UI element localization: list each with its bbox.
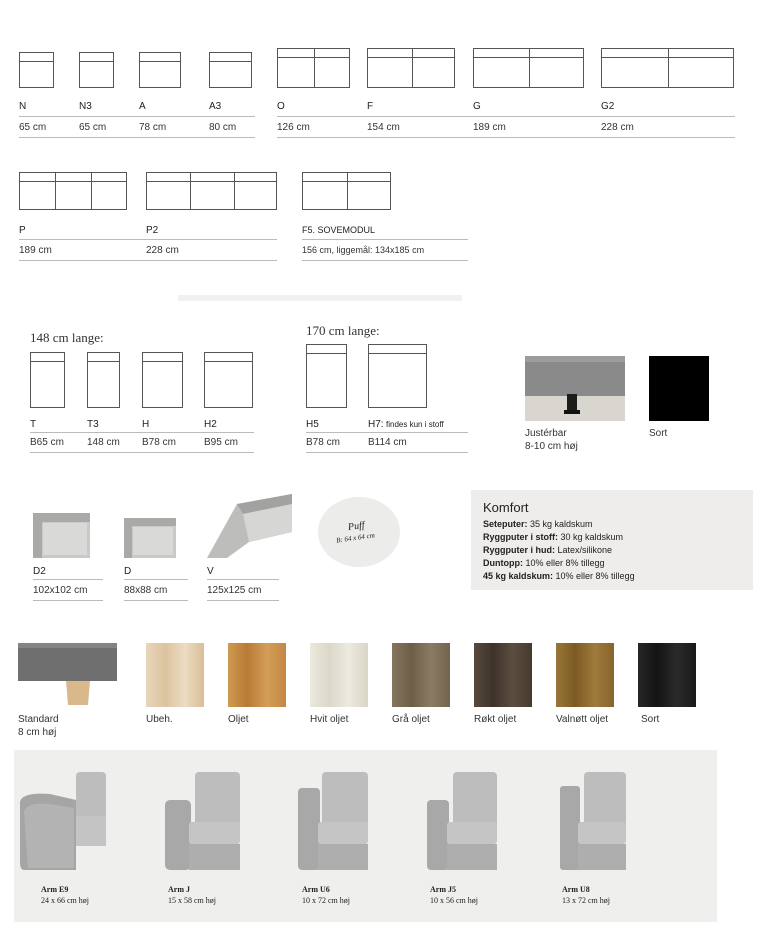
sort-label: Sort — [649, 428, 668, 439]
standard-foot-photo — [18, 643, 117, 709]
arm-j-photo — [165, 772, 240, 870]
justerbar-sub: 8-10 cm høj — [525, 441, 578, 452]
sort-swatch — [649, 356, 709, 421]
arm-j5-label: Arm J5 10 x 56 cm høj — [430, 885, 478, 905]
komfort-row: 45 kg kaldskum: 10% eller 8% tillegg — [483, 571, 635, 581]
module-size: 78 cm — [139, 122, 167, 133]
module-name: A3 — [209, 101, 222, 112]
module-name: H7: — [368, 419, 384, 430]
module-h-diagram — [142, 352, 183, 408]
module-size: 228 cm — [146, 245, 179, 256]
finish-label: Ubeh. — [146, 714, 173, 725]
arm-e9-label: Arm E9 24 x 66 cm høj — [41, 885, 89, 905]
komfort-row: Duntopp: 10% eller 8% tillegg — [483, 558, 605, 568]
justerbar-label: Justérbar — [525, 428, 567, 439]
module-size: B114 cm — [368, 437, 407, 448]
finish-label: Oljet — [228, 714, 249, 725]
header-170: 170 cm lange: — [306, 323, 380, 338]
module-g-diagram — [473, 48, 584, 88]
module-name: N3 — [79, 101, 92, 112]
corner-d2-photo — [33, 513, 90, 558]
arm-u6-label: Arm U6 10 x 72 cm høj — [302, 885, 350, 905]
module-note: findes kun i stoff — [386, 420, 444, 429]
module-size: 228 cm — [601, 122, 634, 133]
module-name: F — [367, 101, 374, 112]
finish-sub: 8 cm høj — [18, 727, 57, 738]
module-name: D — [124, 566, 132, 577]
puff-title: Puff — [347, 519, 366, 534]
module-size: 148 cm — [87, 437, 120, 448]
finish-label: Hvit oljet — [310, 714, 349, 725]
module-t3-diagram — [87, 352, 120, 408]
module-name: T3 — [87, 419, 99, 430]
module-size: 80 cm — [209, 122, 237, 133]
puff-badge — [318, 497, 400, 567]
arm-e9-photo — [20, 772, 106, 870]
module-size: B65 cm — [30, 437, 64, 448]
finish-label: Standard — [18, 714, 59, 725]
module-size: 88x88 cm — [124, 585, 168, 596]
finish-sort-swatch — [638, 643, 696, 707]
komfort-row: Seteputer: 35 kg kaldskum — [483, 519, 593, 529]
komfort-panel — [471, 490, 753, 590]
finish-label: Valnøtt oljet — [556, 714, 609, 725]
module-name: H5 — [306, 419, 319, 430]
module-name: O — [277, 101, 285, 112]
module-name: D2 — [33, 566, 46, 577]
module-h7-diagram — [368, 344, 427, 408]
komfort-row: Ryggputer i stoff: 30 kg kaldskum — [483, 532, 624, 542]
module-p2-diagram — [146, 172, 277, 210]
module-a3-diagram — [209, 52, 252, 88]
module-name: A — [139, 101, 146, 112]
arm-u8-label: Arm U8 13 x 72 cm høj — [562, 885, 610, 905]
module-name: H2 — [204, 419, 217, 430]
arm-j-label: Arm J 15 x 58 cm høj — [168, 885, 216, 905]
module-h5-diagram — [306, 344, 347, 408]
module-p-diagram — [19, 172, 127, 210]
module-name: T — [30, 419, 37, 430]
corner-d-photo — [124, 518, 176, 558]
module-size: B78 cm — [306, 437, 340, 448]
module-n-diagram — [19, 52, 54, 88]
arm-u8-photo — [560, 772, 626, 870]
module-size: 156 cm, liggemål: 134x185 cm — [302, 245, 425, 255]
header-148: 148 cm lange: — [30, 330, 104, 345]
module-t-diagram — [30, 352, 65, 408]
module-size: B95 cm — [204, 437, 238, 448]
arm-j5-photo — [427, 772, 497, 870]
komfort-row: Ryggputer i hud: Latex/silikone — [483, 545, 613, 555]
section-divider — [178, 295, 462, 301]
module-name: P — [19, 225, 26, 236]
finish-oljet-swatch — [228, 643, 286, 707]
finish-label: Røkt oljet — [474, 714, 517, 725]
module-f-diagram — [367, 48, 455, 88]
module-size: B78 cm — [142, 437, 176, 448]
module-n3-diagram — [79, 52, 114, 88]
module-name: N — [19, 101, 27, 112]
module-name: P2 — [146, 225, 159, 236]
module-name: H — [142, 419, 150, 430]
module-size: 189 cm — [473, 122, 506, 133]
module-size: 154 cm — [367, 122, 400, 133]
komfort-title: Komfort — [483, 500, 529, 515]
arm-u6-photo — [298, 772, 368, 870]
module-size: 189 cm — [19, 245, 52, 256]
module-size: 65 cm — [19, 122, 47, 133]
puff-size: B: 64 x 64 cm — [335, 531, 376, 545]
module-f5-diagram — [302, 172, 391, 210]
module-name: G — [473, 101, 481, 112]
module-size: 126 cm — [277, 122, 310, 133]
module-name: F5. SOVEMODUL — [302, 225, 376, 235]
justerbar-foot-photo — [525, 356, 625, 421]
finish-valnott-oljet-swatch — [556, 643, 614, 707]
module-o-diagram — [277, 48, 350, 88]
module-a-diagram — [139, 52, 181, 88]
module-g2-diagram — [601, 48, 734, 88]
module-name: G2 — [601, 101, 615, 112]
finish-ubeh-swatch — [146, 643, 204, 707]
finish-rokt-oljet-swatch — [474, 643, 532, 707]
module-size: 65 cm — [79, 122, 107, 133]
finish-hvit-oljet-swatch — [310, 643, 368, 707]
module-size: 102x102 cm — [33, 585, 88, 596]
module-size: 125x125 cm — [207, 585, 262, 596]
finish-label: Grå oljet — [392, 714, 430, 725]
finish-gra-oljet-swatch — [392, 643, 450, 707]
module-h2-diagram — [204, 352, 253, 408]
finish-label: Sort — [641, 714, 660, 725]
module-name: V — [207, 566, 214, 577]
corner-v-photo — [207, 494, 292, 558]
